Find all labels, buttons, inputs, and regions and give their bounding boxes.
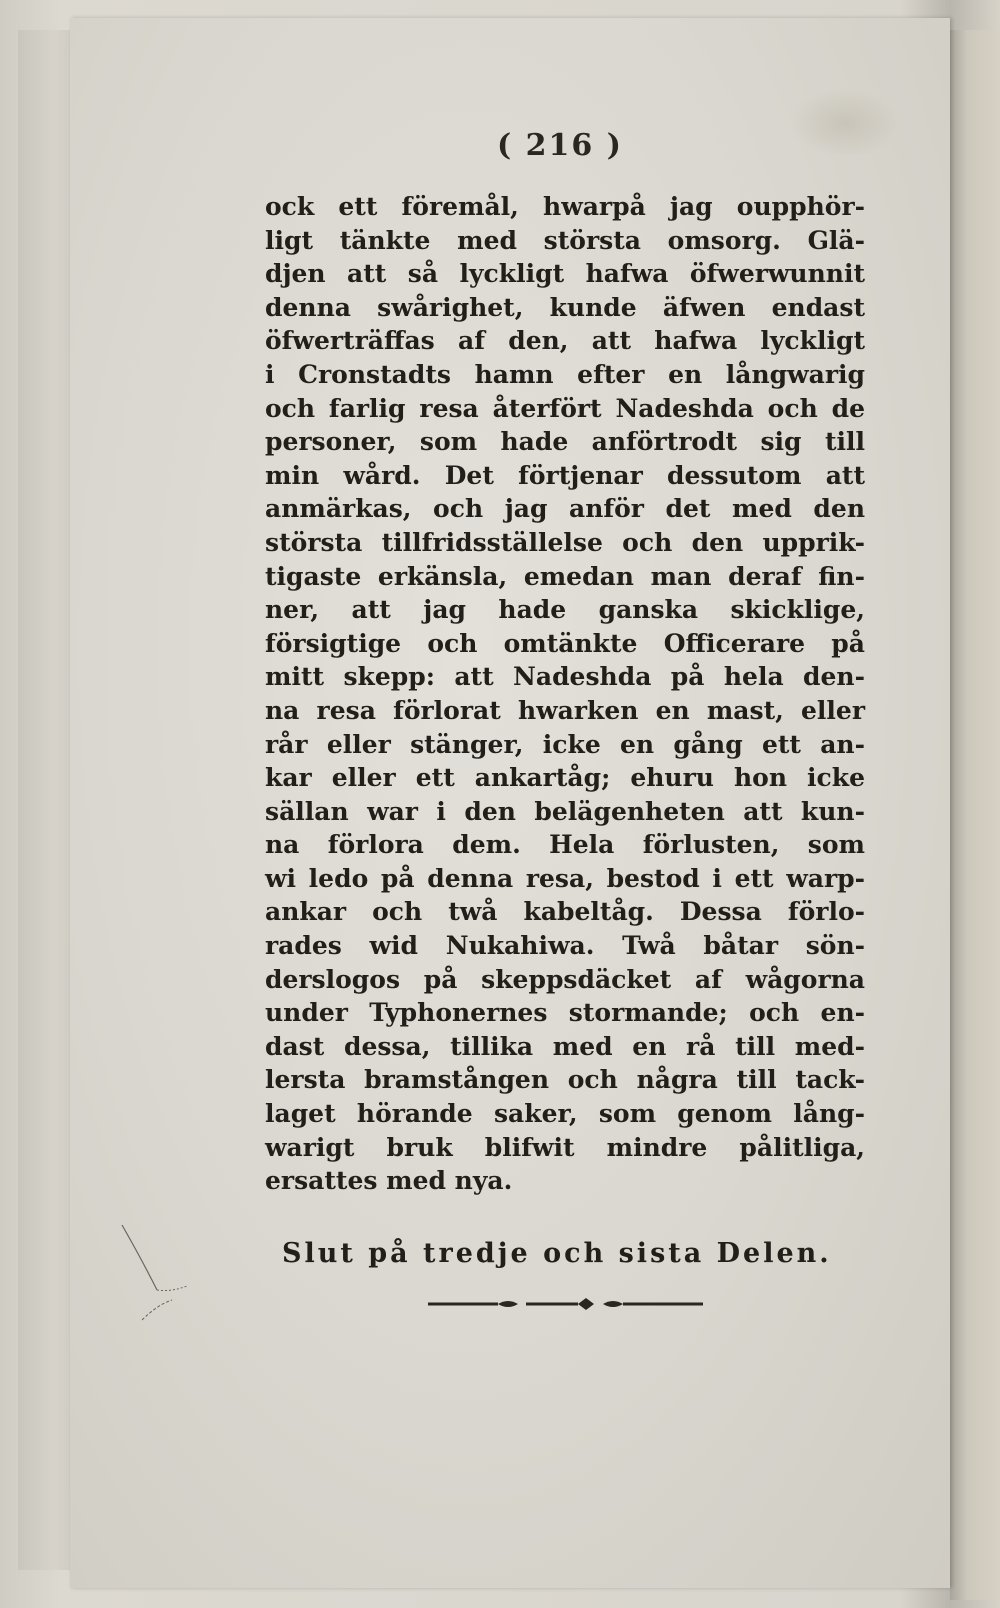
text-line: lersta bramstången och några till tack- xyxy=(265,1065,865,1095)
text-line: kar eller ett ankartåg; ehuru hon icke xyxy=(265,763,865,793)
text-line: i Cronstadts hamn efter en långwarig xyxy=(265,359,865,389)
text-line: ock ett föremål, hwarpå jag oupphör- xyxy=(265,192,865,221)
text-line: min wård. Det förtjenar dessutom att xyxy=(265,460,865,490)
text-line: djen att så lyckligt hafwa öfwerwunnit xyxy=(265,259,865,289)
text-line: na resa förlorat hwarken en mast, eller xyxy=(265,695,865,725)
page-number: ( 216 ) xyxy=(497,128,623,163)
text-line: öfwerträffas af den, att hafwa lyckligt xyxy=(265,326,865,356)
text-line: wi ledo på denna resa, bestod i ett warp- xyxy=(265,863,865,893)
text-line: ersattes med nya. xyxy=(265,1166,513,1196)
text-line: denna swårighet, kunde äfwen endast xyxy=(265,292,865,322)
text-line: laget hörande saker, som genom lång- xyxy=(265,1099,865,1129)
paper-stain xyxy=(790,88,900,158)
text-line: derslogos på skeppsdäcket af wågorna xyxy=(265,964,865,994)
text-line: och farlig resa återfört Nadeshda och de xyxy=(265,393,865,423)
text-line: rades wid Nukahiwa. Twå båtar sön- xyxy=(265,931,865,961)
text-line: personer, som hade anförtrodt sig till xyxy=(265,427,865,457)
text-line: anmärkas, och jag anför det med den xyxy=(265,494,865,524)
text-line: ligt tänkte med största omsorg. Glä- xyxy=(265,225,865,255)
text-line: försigtige och omtänkte Officerare på xyxy=(265,628,865,658)
text-line: warigt bruk blifwit mindre pålitliga, xyxy=(265,1132,865,1162)
text-line: ankar och twå kabeltåg. Dessa förlo- xyxy=(265,897,865,927)
text-line: ner, att jag hade ganska skicklige, xyxy=(265,595,865,625)
text-line: rår eller stänger, icke en gång ett an- xyxy=(265,729,865,759)
text-line: dast dessa, tillika med en rå till med- xyxy=(265,1031,865,1061)
closing-line: Slut på tredje och sista Delen. xyxy=(282,1238,832,1269)
text-line: tigaste erkänsla, emedan man deraf fin- xyxy=(265,561,865,591)
facing-page-edge xyxy=(950,30,1000,1600)
text-line: största tillfridsställelse och den upprik- xyxy=(265,527,865,557)
ornament-rule xyxy=(428,1296,703,1312)
text-line: sällan war i den belägenheten att kun- xyxy=(265,796,865,826)
text-line: under Typhonernes stormande; och en- xyxy=(265,998,865,1028)
pencil-mark xyxy=(112,1220,202,1340)
text-line: mitt skepp: att Nadeshda på hela den- xyxy=(265,662,865,692)
body-text xyxy=(265,190,865,1198)
text-line: na förlora dem. Hela förlusten, som xyxy=(265,830,865,860)
